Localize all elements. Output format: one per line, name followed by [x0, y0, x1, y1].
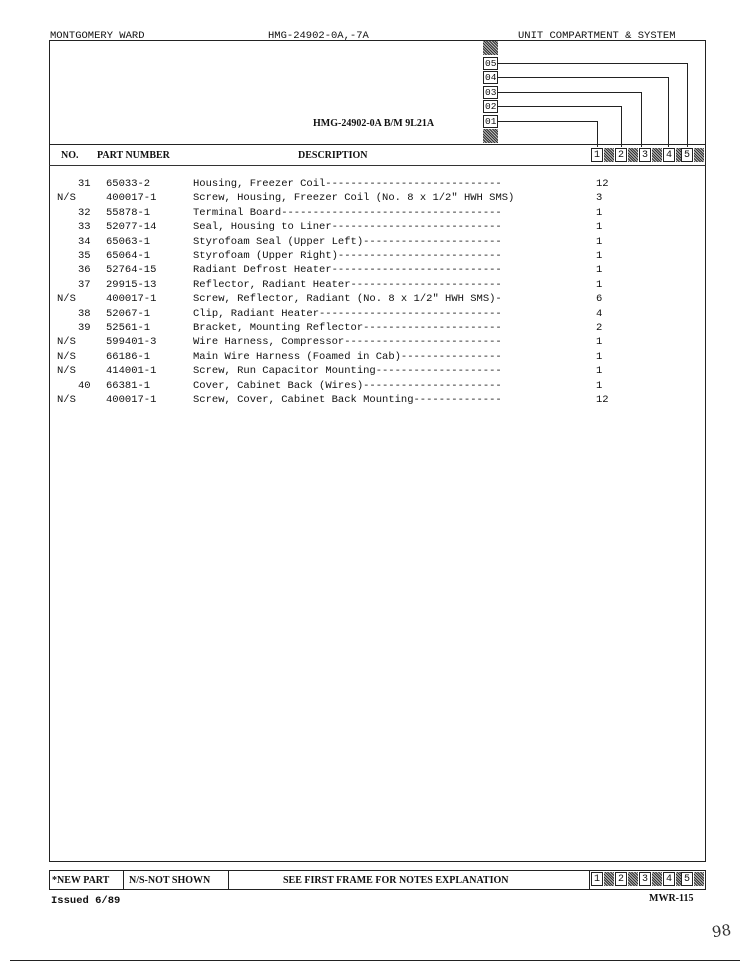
- column-box-4: 4: [663, 148, 675, 162]
- row-description: Styrofoam Seal (Upper Left): [193, 235, 364, 248]
- row-no: N/S: [57, 336, 76, 349]
- parts-list-frame: [49, 40, 706, 862]
- row-quantity: 4: [596, 307, 603, 320]
- row-no: N/S: [57, 293, 76, 306]
- row-description: Wire Harness, Compressor: [193, 336, 345, 349]
- row-leader-dashes: -----------------------------------: [281, 206, 502, 219]
- row-part-number: 52077-14: [106, 221, 157, 234]
- row-quantity: 1: [596, 278, 603, 291]
- row-leader-dashes: -------------------------: [344, 336, 502, 349]
- row-quantity: 2: [596, 322, 603, 334]
- row-part-number: 29915-13: [106, 278, 157, 291]
- row-leader-dashes: --------------: [413, 394, 502, 406]
- footer-column-box-5: 5: [681, 872, 693, 886]
- footer-column-box-4: 4: [663, 872, 675, 886]
- row-quantity: 1: [596, 235, 603, 248]
- column-box-3: 3: [639, 148, 651, 162]
- page-bottom-rule: [10, 960, 740, 961]
- row-no: N/S: [57, 394, 76, 406]
- row-no: 38: [78, 307, 91, 320]
- row-part-number: 599401-3: [106, 336, 157, 349]
- row-description: Styrofoam (Upper Right): [193, 250, 338, 262]
- row-no: N/S: [57, 350, 76, 363]
- handwritten-mark: 98: [710, 920, 733, 942]
- column-header-bottom-rule: [49, 165, 706, 166]
- footer-column-box-1: 1: [591, 872, 603, 886]
- version-box-02: 02: [485, 101, 497, 112]
- row-description: Terminal Board: [193, 206, 282, 219]
- row-description: Housing, Freezer Coil: [193, 178, 326, 190]
- row-leader-dashes: -: [495, 293, 502, 306]
- row-leader-dashes: -----------------------------: [319, 307, 502, 320]
- column-box-5: 5: [681, 148, 693, 162]
- column-description: DESCRIPTION: [298, 150, 368, 161]
- row-quantity: 1: [596, 350, 603, 363]
- row-no: 40: [78, 379, 91, 392]
- row-part-number: 52764-15: [106, 264, 157, 277]
- row-no: 31: [78, 178, 91, 190]
- row-part-number: 55878-1: [106, 206, 151, 219]
- row-part-number: 52561-1: [106, 322, 151, 334]
- row-part-number: 52067-1: [106, 307, 151, 320]
- row-description: Radiant Defrost Heater: [193, 264, 332, 277]
- row-quantity: 3: [596, 192, 603, 205]
- hatch-top: [483, 41, 498, 55]
- row-description: Screw, Reflector, Radiant (No. 8 x 1/2" HWH SMS): [193, 293, 496, 306]
- page-code: MWR-115: [649, 893, 694, 904]
- section-label: UNIT COMPARTMENT & SYSTEM: [518, 30, 676, 42]
- column-box-1: 1: [591, 148, 603, 162]
- row-leader-dashes: ---------------------------: [331, 264, 502, 277]
- row-description: Main Wire Harness (Foamed in Cab): [193, 350, 401, 363]
- row-part-number: 414001-1: [106, 365, 157, 378]
- row-leader-dashes: ---------------------------: [331, 221, 502, 234]
- row-part-number: 66381-1: [106, 379, 151, 392]
- row-no: 36: [78, 264, 91, 277]
- row-no: 37: [78, 278, 91, 291]
- version-box-03: 03: [485, 87, 497, 98]
- row-part-number: 400017-1: [106, 192, 157, 205]
- row-leader-dashes: ----------------------: [363, 322, 502, 334]
- row-quantity: 1: [596, 221, 603, 234]
- row-no: 39: [78, 322, 91, 334]
- row-no: 35: [78, 250, 91, 262]
- row-quantity: 12: [596, 178, 609, 190]
- row-description: Screw, Housing, Freezer Coil (No. 8 x 1/2" HWH SMS): [193, 192, 515, 205]
- row-part-number: 65063-1: [106, 235, 151, 248]
- new-part-legend: *NEW PART: [52, 875, 110, 886]
- row-part-number: 65064-1: [106, 250, 151, 262]
- row-part-number: 400017-1: [106, 293, 157, 306]
- row-quantity: 1: [596, 250, 603, 262]
- row-description: Cover, Cabinet Back (Wires): [193, 379, 364, 392]
- row-leader-dashes: --------------------: [375, 365, 502, 378]
- row-part-number: 66186-1: [106, 350, 151, 363]
- row-description: Screw, Run Capacitor Mounting: [193, 365, 376, 378]
- row-quantity: 1: [596, 365, 603, 378]
- notes-explanation: SEE FIRST FRAME FOR NOTES EXPLANATION: [283, 875, 509, 886]
- column-header-top-rule: [49, 144, 706, 145]
- column-no: NO.: [61, 150, 79, 161]
- row-part-number: 400017-1: [106, 394, 157, 406]
- row-quantity: 1: [596, 379, 603, 392]
- version-box-04: 04: [485, 72, 497, 83]
- column-box-2: 2: [615, 148, 627, 162]
- column-part-number: PART NUMBER: [97, 150, 170, 161]
- row-quantity: 1: [596, 336, 603, 349]
- row-leader-dashes: ----------------------: [363, 235, 502, 248]
- footer-column-box-3: 3: [639, 872, 651, 886]
- row-quantity: 6: [596, 293, 603, 306]
- row-description: Bracket, Mounting Reflector: [193, 322, 364, 334]
- row-description: Seal, Housing to Liner: [193, 221, 332, 234]
- row-no: N/S: [57, 365, 76, 378]
- row-leader-dashes: --------------------------: [337, 250, 502, 262]
- row-leader-dashes: ----------------------: [363, 379, 502, 392]
- row-no: 33: [78, 221, 91, 234]
- row-no: N/S: [57, 192, 76, 205]
- row-no: 32: [78, 206, 91, 219]
- row-leader-dashes: ----------------------------: [325, 178, 502, 190]
- row-leader-dashes: ------------------------: [350, 278, 502, 291]
- row-quantity: 12: [596, 394, 609, 406]
- model-label: HMG-24902-0A,-7A: [268, 30, 369, 42]
- row-description: Clip, Radiant Heater: [193, 307, 320, 320]
- hatch-bottom: [483, 129, 498, 143]
- row-quantity: 1: [596, 206, 603, 219]
- version-box-05: 05: [485, 58, 497, 69]
- model-bom-label: HMG-24902-0A B/M 9L21A: [313, 118, 435, 129]
- not-shown-legend: N/S-NOT SHOWN: [129, 875, 211, 886]
- issued-date: Issued 6/89: [51, 895, 121, 907]
- footer-column-box-2: 2: [615, 872, 627, 886]
- row-description: Screw, Cover, Cabinet Back Mounting: [193, 394, 414, 406]
- row-quantity: 1: [596, 264, 603, 277]
- version-box-01: 01: [485, 116, 497, 127]
- row-no: 34: [78, 235, 91, 248]
- row-part-number: 65033-2: [106, 178, 151, 190]
- brand-label: MONTGOMERY WARD: [50, 30, 145, 42]
- row-leader-dashes: ----------------: [400, 350, 502, 363]
- row-description: Reflector, Radiant Heater: [193, 278, 351, 291]
